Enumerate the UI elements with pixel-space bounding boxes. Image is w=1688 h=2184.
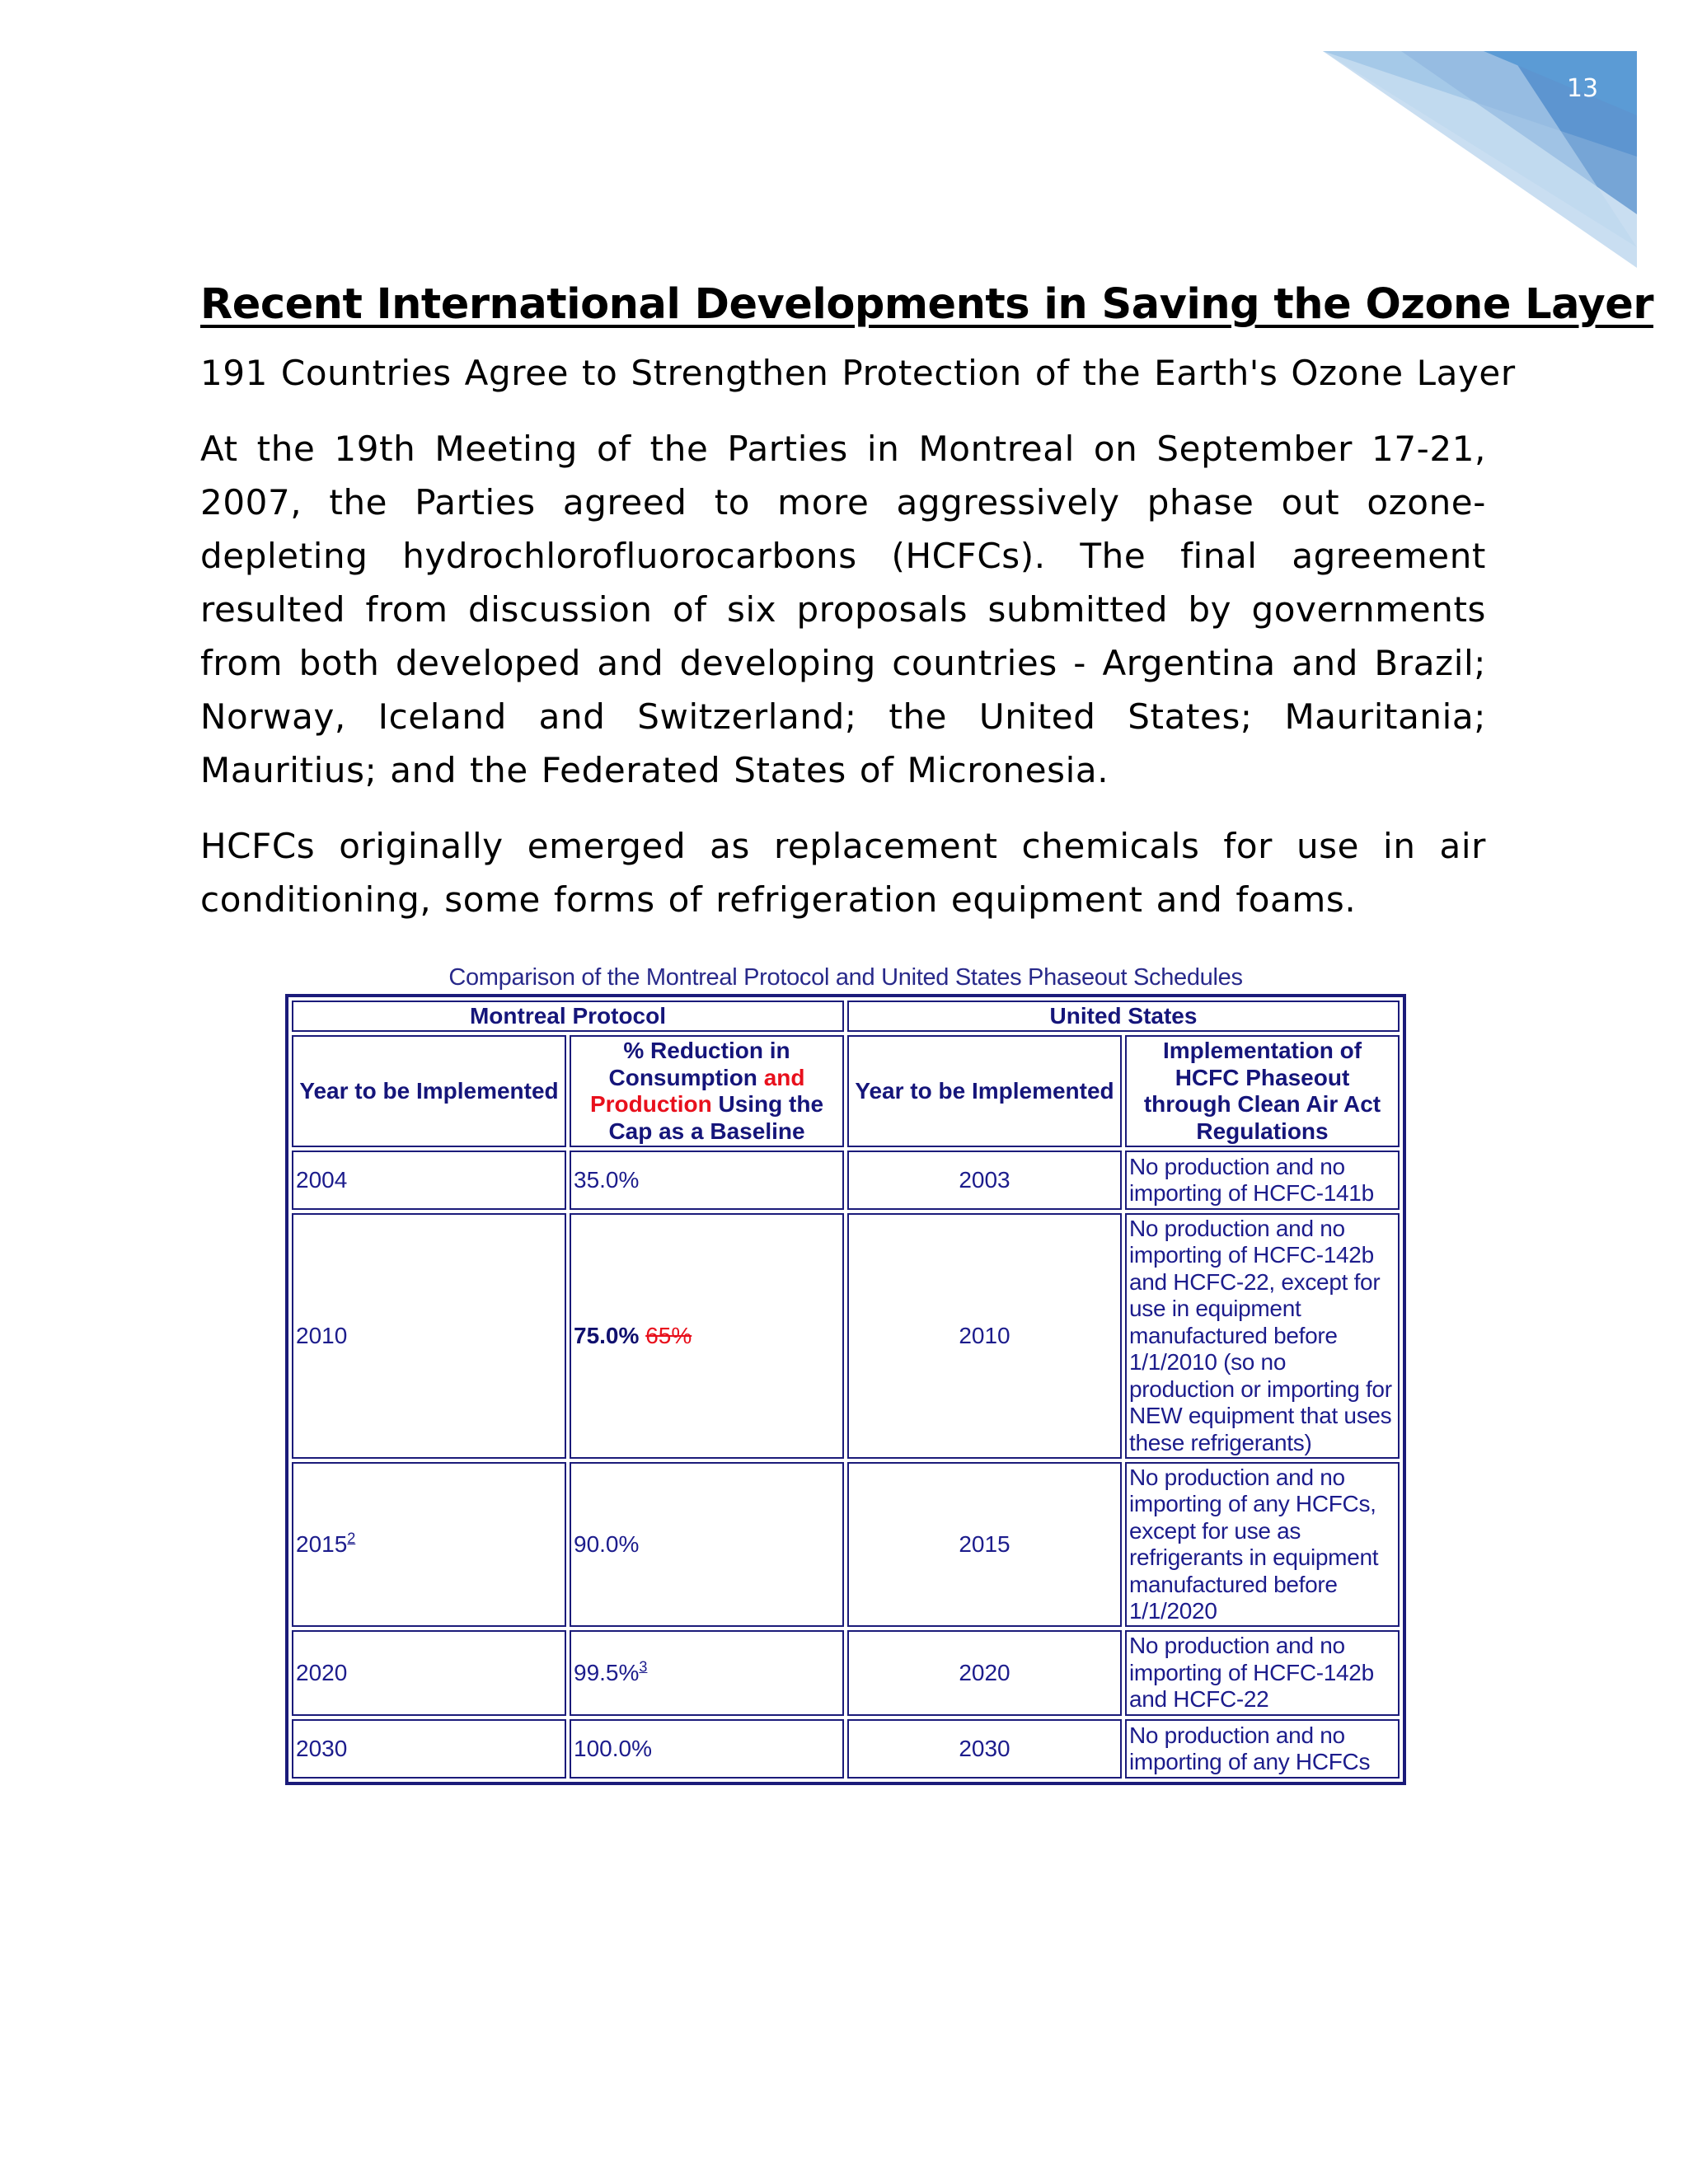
us-implementation-cell: No production and no importing of HCFC-141b <box>1125 1151 1400 1210</box>
mp-year-cell: 2030 <box>292 1719 566 1779</box>
us-implementation-cell: No production and no importing of HCFC-142b and HCFC-22 <box>1125 1630 1400 1716</box>
mp-percent-cell: 90.0% <box>570 1462 844 1627</box>
phaseout-table-figure <box>285 961 1406 1785</box>
mp-percent-cell <box>570 1213 844 1459</box>
table-row <box>292 1151 1400 1210</box>
us-implementation-cell: No production and no importing of any HCFCs <box>1125 1719 1400 1779</box>
paragraph-meeting: At the 19th Meeting of the Parties in Montreal on September 17-21, 2007, the Parties agreed to more aggressively phase out ozone-depleting hydrochlorofluorocarbons (HCFCs). The final agreement resulted from discussion of six proposals submitted by governments from both developed and developing countries - Argentina and Brazil; Norway, Iceland and Switzerland; the United States; Mauritania; Mauritius; and the Federated States of Micronesia. <box>200 429 1486 790</box>
header-mp-reduction-and: and <box>763 1064 805 1090</box>
footnote-marker[interactable]: 3 <box>639 1658 648 1675</box>
table-row <box>292 1462 1400 1627</box>
mp-year-cell: 2004 <box>292 1151 566 1210</box>
footnote-marker[interactable]: 2 <box>347 1530 356 1547</box>
mp-year-cell: 2015$^2$ <box>292 1462 566 1627</box>
mp-percent-old-value: 65% <box>645 1322 692 1348</box>
table-caption: Comparison of the Montreal Protocol and United States Phaseout Schedules <box>448 964 1243 991</box>
header-mp-reduction <box>570 1035 844 1147</box>
table-row <box>292 1213 1400 1459</box>
us-implementation-cell: No production and no importing of HCFC-142b and HCFC-22, except for use in equipment manufactured before 1/1/2010 (so no production or importing for NEW equipment that uses these refrigerants) <box>1125 1213 1400 1459</box>
mp-percent-cell: 35.0% <box>570 1151 844 1210</box>
table-row <box>292 1630 1400 1716</box>
header-mp-reduction-part2: Using the Cap as a Baseline <box>608 1091 824 1144</box>
mp-percent-cell: 100.0% <box>570 1719 844 1779</box>
table-row <box>292 1719 1400 1779</box>
header-mp-reduction-production: Production <box>589 1091 712 1117</box>
mp-year-cell: 2010 <box>292 1213 566 1459</box>
mp-year-cell: 2020 <box>292 1630 566 1716</box>
mp-percent-value: 75.0% <box>574 1322 640 1348</box>
header-us-implementation: Implementation of HCFC Phaseout through Clean Air Act Regulations <box>1125 1035 1400 1147</box>
phaseout-table <box>285 994 1406 1785</box>
us-implementation-cell: No production and no importing of any HCFCs, except for use as refrigerants in equipment manufactured before 1/1/2020 <box>1125 1462 1400 1627</box>
header-us-year: Year to be Implemented <box>847 1035 1122 1147</box>
subtitle: 191 Countries Agree to Strengthen Protection of the Earth's Ozone Layer <box>200 353 1516 393</box>
us-year-cell: 2020 <box>847 1630 1122 1716</box>
group-header-us: United States <box>847 1001 1400 1032</box>
us-year-cell: 2015 <box>847 1462 1122 1627</box>
table-group-header-row <box>292 1001 1400 1032</box>
corner-decoration <box>0 0 1688 297</box>
header-mp-reduction-part1: % Reduction in Consumption <box>608 1038 790 1090</box>
us-year-cell: 2030 <box>847 1719 1122 1779</box>
document-body <box>200 272 1653 926</box>
paragraph-hcfcs: HCFCs originally emerged as replacement chemicals for use in air conditioning, some forms of refrigeration equipment and foams. <box>200 826 1486 920</box>
group-header-montreal: Montreal Protocol <box>292 1001 844 1032</box>
page-number: 13 <box>1566 74 1599 103</box>
table-column-header-row <box>292 1035 1400 1147</box>
header-mp-year: Year to be Implemented <box>292 1035 566 1147</box>
us-year-cell: 2010 <box>847 1213 1122 1459</box>
mp-percent-cell: 99.5%$^3$ <box>570 1630 844 1716</box>
us-year-cell: 2003 <box>847 1151 1122 1210</box>
page-title: Recent International Developments in Saving the Ozone Layer <box>200 280 1653 329</box>
